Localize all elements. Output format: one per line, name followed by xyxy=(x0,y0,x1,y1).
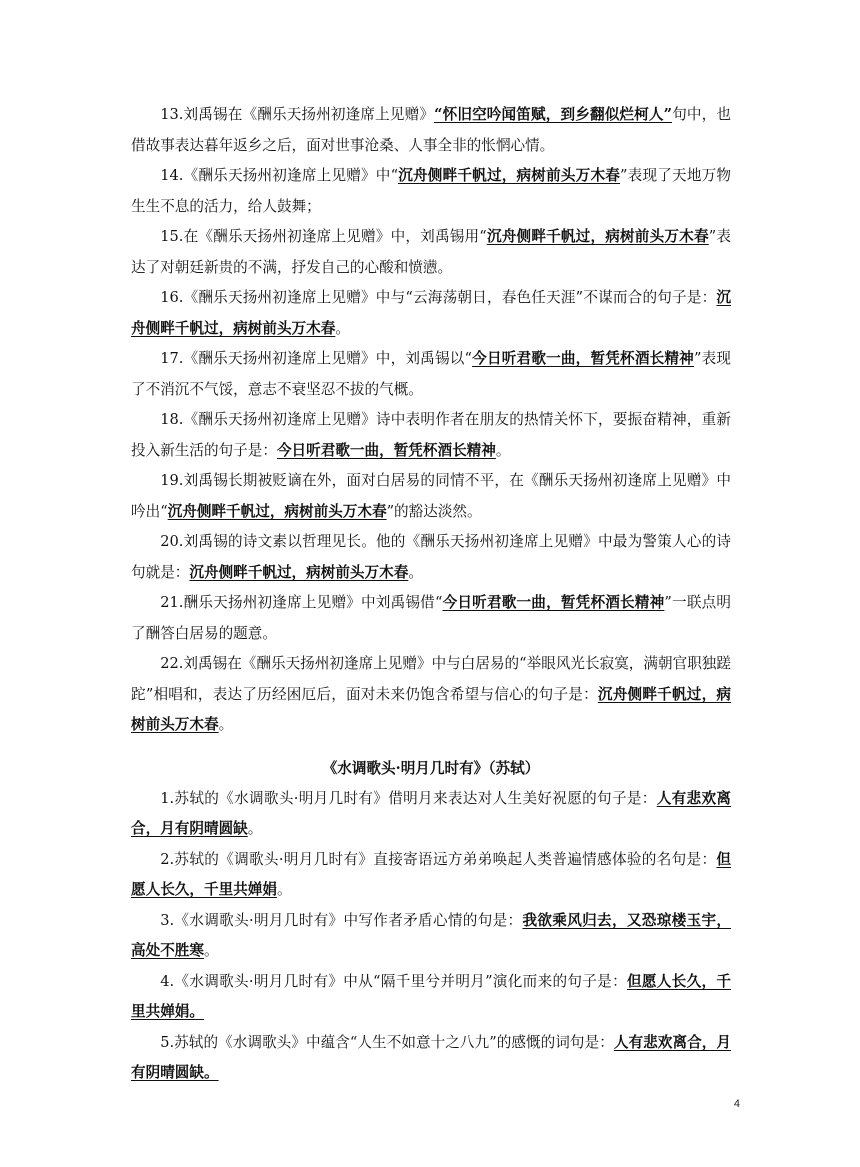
question-item-16 xyxy=(131,283,731,344)
question-text-tail: 句中，也借故事表达暮年返乡之后，面对世事沧桑、人事全非的怅惘心情。 xyxy=(131,106,731,154)
question-text: 18.《酬乐天扬州初逢席上见赠》诗中表明作者在朋友的热情关怀下，要振奋精神，重新投入新生活的句子是： xyxy=(131,411,731,459)
answer-text: 沉舟侧畔千帆过，病树前头万木春 xyxy=(189,563,409,581)
question-text-tail: 。 xyxy=(335,319,350,337)
question-item-17 xyxy=(131,344,731,405)
question-text: 20.刘禹锡的诗文素以哲理见长。他的《酬乐天扬州初逢席上见赠》中最为警策人心的诗句就是： xyxy=(131,533,731,581)
answer-text: 今日听君歌一曲，暂凭杯酒长精神 xyxy=(276,441,496,459)
page-number: 4 xyxy=(733,1098,740,1110)
question-text-tail: ”一联点明了酬答白居易的题意。 xyxy=(131,594,731,642)
question-text-tail: 。 xyxy=(276,881,292,898)
answer-text: 沉舟侧畔千帆过，病树前头万木春 xyxy=(398,167,621,184)
question-item-22 xyxy=(131,649,731,741)
question-text: 16.《酬乐天扬州初逢席上见赠》中与“云海荡朝日，春色任天涯”不谋而合的句子是： xyxy=(160,289,717,306)
question-text-tail: ”表现了不消沉不气馁，意志不衰坚忍不拔的气概。 xyxy=(131,350,732,398)
question-text: 4.《水调歌头·明月几时有》中从“隔千里兮并明月”演化而来的句子是： xyxy=(160,972,627,990)
answer-text: 我欲乘风归去，又恐琼楼玉宇，高处不胜寒 xyxy=(131,911,731,959)
answer-text: 沉舟侧畔千帆过，病树前头万木春 xyxy=(167,502,387,520)
question-text-tail: 。 xyxy=(408,563,423,581)
question-item-3 xyxy=(131,906,731,967)
question-text-tail: 。 xyxy=(218,716,234,733)
answer-text: 人有悲欢离合，月有阴晴圆缺 xyxy=(131,789,731,837)
answer-text: 但愿人长久，千里共婵娟。 xyxy=(131,972,731,1020)
question-text: 17.《酬乐天扬州初逢席上见赠》中，刘禹锡以“ xyxy=(160,350,472,367)
question-text-tail: ”的豁达淡然。 xyxy=(386,502,482,520)
question-text-tail: ”表达了对朝廷新贵的不满，抒发自己的心酸和愤懑。 xyxy=(131,228,731,276)
question-text: 14.《酬乐天扬州初逢席上见赠》中“ xyxy=(160,167,399,184)
answer-text: 但愿人长久，千里共婵娟 xyxy=(131,850,731,898)
question-text: 22.刘禹锡在《酬乐天扬州初逢席上见赠》中与白居易的“举眼风光长寂寞，满朝官职独蹉跎”相唱和，表达了历经困厄后，面对未来仍饱含希望与信心的句子是： xyxy=(131,655,731,703)
answer-text: 今日听君歌一曲，暂凭杯酒长精神 xyxy=(471,350,694,367)
answer-text: 沉舟侧畔千帆过，病树前头万木春 xyxy=(131,289,731,337)
question-text-tail: 。 xyxy=(203,942,219,959)
question-item-19 xyxy=(131,466,731,527)
question-item-2 xyxy=(131,845,731,906)
answer-text: “怀旧空吟闻笛赋，到乡翻似烂柯人” xyxy=(434,106,673,123)
question-item-20 xyxy=(131,527,731,588)
question-item-14 xyxy=(131,161,731,222)
question-text: 2.苏轼的《调歌头·明月几时有》直接寄语远方弟弟唤起人类普遍情感体验的名句是： xyxy=(160,850,717,868)
question-item-13 xyxy=(131,100,731,161)
question-item-4 xyxy=(131,967,731,1028)
question-text: 13.刘禹锡在《酬乐天扬州初逢席上见赠》 xyxy=(160,106,435,123)
question-text: 21.酬乐天扬州初逢席上见赠》中刘禹锡借“ xyxy=(160,594,443,611)
question-item-1 xyxy=(131,784,731,845)
question-text: 1.苏轼的《水调歌头·明月几时有》借明月来表达对人生美好祝愿的句子是： xyxy=(160,789,657,807)
answer-text: 沉舟侧畔千帆过，病树前头万木春 xyxy=(131,685,731,733)
page-content xyxy=(131,100,731,1089)
question-text-tail: 。 xyxy=(247,820,263,837)
question-text: 5.苏轼的《水调歌头》中蕴含“人生不如意十之八九”的感慨的词句是： xyxy=(160,1033,614,1051)
question-item-15 xyxy=(131,222,731,283)
question-text: 15.在《酬乐天扬州初逢席上见赠》中，刘禹锡用“ xyxy=(160,228,487,245)
question-text-tail: ”表现了天地万物生生不息的活力，给人鼓舞； xyxy=(131,167,731,215)
question-item-18 xyxy=(131,405,731,466)
question-text: 19.刘禹锡长期被贬谪在外，面对白居易的同情不平，在《酬乐天扬州初逢席上见赠》中吟出“ xyxy=(131,472,731,520)
answer-text: 今日听君歌一曲，暂凭杯酒长精神 xyxy=(442,594,665,611)
answer-text: 沉舟侧畔千帆过，病树前头万木春 xyxy=(486,228,709,245)
answer-text: 人有悲欢离合，月有阴晴圆缺。 xyxy=(131,1033,731,1081)
question-item-21 xyxy=(131,588,731,649)
section-heading: 《水调歌头·明月几时有》（苏轼） xyxy=(322,759,540,777)
question-text-tail: 。 xyxy=(495,441,511,459)
question-text: 3.《水调歌头·明月几时有》中写作者矛盾心情的句是： xyxy=(160,911,523,929)
question-item-5 xyxy=(131,1028,731,1089)
